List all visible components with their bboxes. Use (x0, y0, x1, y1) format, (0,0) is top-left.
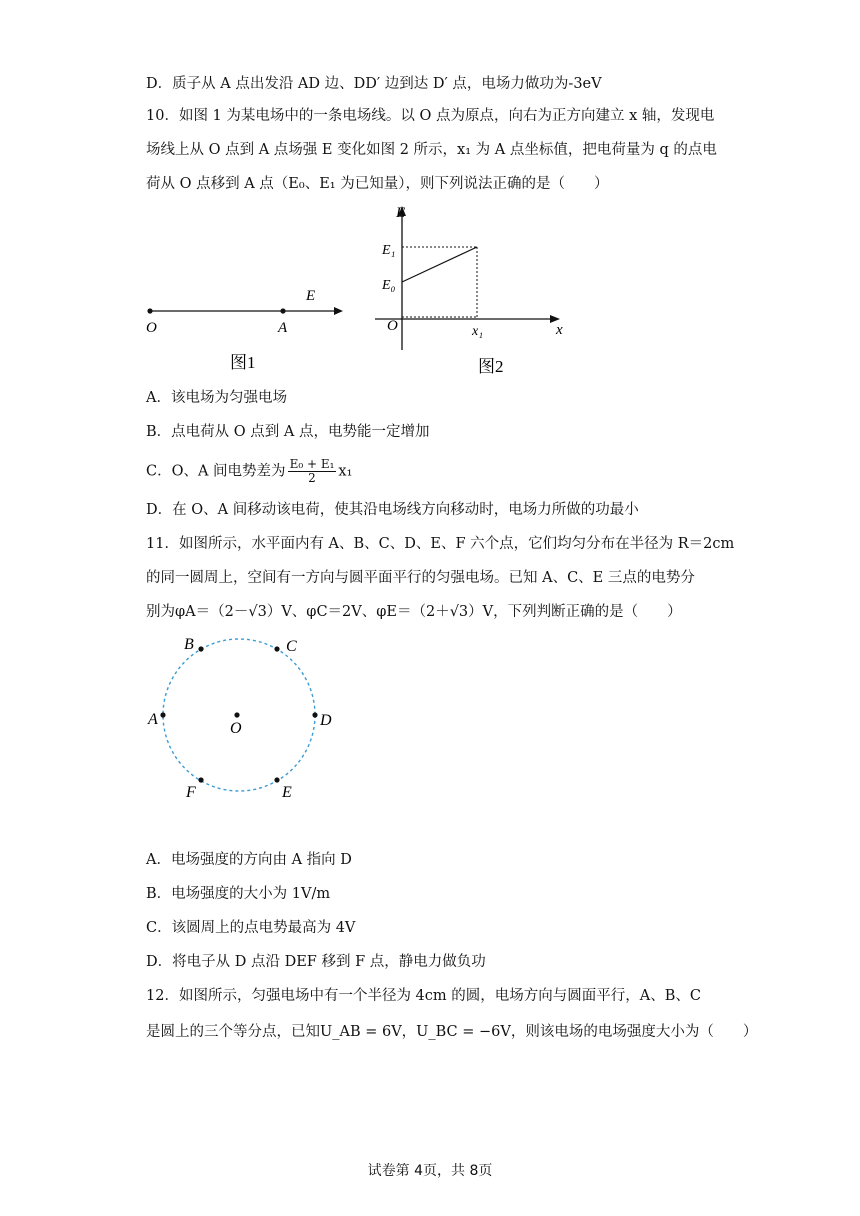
q10-stem-3: 荷从 O 点移到 A 点（E₀、E₁ 为已知量），则下列说法正确的是（ ） (146, 176, 609, 192)
q10-option-d: D．在 O、A 间移动该电荷，使其沿电场线方向移动时，电场力所做的功最小 (146, 502, 639, 518)
fraction (288, 458, 337, 485)
fig1-label-o: O (146, 320, 157, 336)
q12-stem-2: 是圆上的三个等分点，已知U_AB = 6V，U_BC = −6V，则该电场的电场强度大小为（ ） (146, 1024, 758, 1040)
q10-option-c-text: C．O、A 间电势差为 (146, 463, 286, 480)
q10-stem-2: 场线上从 O 点到 A 点场强 E 变化如图 2 所示，x₁ 为 A 点坐标值，把电荷量为 q 的点电 (146, 142, 717, 158)
fraction-numerator: E₀ + E₁ (289, 457, 335, 471)
q11-option-c: C．该圆周上的点电势最高为 4V (146, 920, 356, 936)
fig2-axis-x: x (556, 322, 563, 338)
q11-stem-1: 11．如图所示，水平面内有 A、B、C、D、E、F 六个点，它们均匀分布在半径为 R＝2cm (146, 536, 735, 552)
q11-option-b: B．电场强度的大小为 1V/m (146, 886, 331, 902)
q11-stem-3: 别为φA＝（2－√3）V、φC＝2V、φE＝（2＋√3）V，下列判断正确的是（ ） (146, 604, 682, 620)
circle-label-d: D (320, 712, 332, 729)
fig2-e1: E₁ (382, 243, 396, 258)
fig2-axis-e: E (396, 205, 406, 221)
circle-label-e: E (282, 784, 292, 801)
fig2-x1: x₁ (472, 324, 484, 339)
figure-2 (370, 200, 580, 376)
page-footer: 试卷第 4页，共 8页 (367, 1163, 493, 1179)
circle-label-o: O (230, 720, 242, 737)
q12-stem-1: 12．如图所示，匀强电场中有一个半径为 4cm 的圆，电场方向与圆面平行，A、B、C (146, 988, 701, 1004)
fig2-e0: E₀ (382, 278, 396, 293)
q9-option-d: D．质子从 A 点出发沿 AD 边、DD′ 边到达 D′ 点，电场力做功为-3eV (146, 76, 602, 92)
q11-stem-2: 的同一圆周上，空间有一方向与圆平面平行的匀强电场。已知 A、C、E 三点的电势分 (146, 570, 695, 586)
q10-option-c-x1: x₁ (338, 463, 353, 480)
fig1-label-a: A (278, 320, 288, 336)
fig1-label-e: E (306, 288, 316, 304)
fig1-caption: 图1 (230, 353, 256, 372)
circle-label-b: B (184, 636, 194, 653)
figure-1 (140, 276, 350, 372)
circle-label-f: F (186, 784, 196, 801)
q10-stem-1: 10．如图 1 为某电场中的一条电场线。以 O 点为原点，向右为正方向建立 x 轴，发现电 (146, 108, 715, 124)
fig2-origin: O (387, 318, 398, 334)
q11-option-a: A．电场强度的方向由 A 指向 D (146, 852, 352, 868)
q10-option-a: A．该电场为匀强电场 (146, 390, 287, 406)
q10-option-c (146, 458, 352, 485)
q11-option-d: D．将电子从 D 点沿 DEF 移到 F 点，静电力做负功 (146, 954, 486, 970)
fig2-caption: 图2 (478, 357, 504, 376)
circle-label-a: A (148, 711, 158, 728)
q10-option-b: B．点电荷从 O 点到 A 点，电势能一定增加 (146, 424, 430, 440)
circle-label-c: C (286, 638, 297, 655)
figure-circle (140, 630, 350, 810)
fraction-denominator: 2 (308, 471, 316, 485)
